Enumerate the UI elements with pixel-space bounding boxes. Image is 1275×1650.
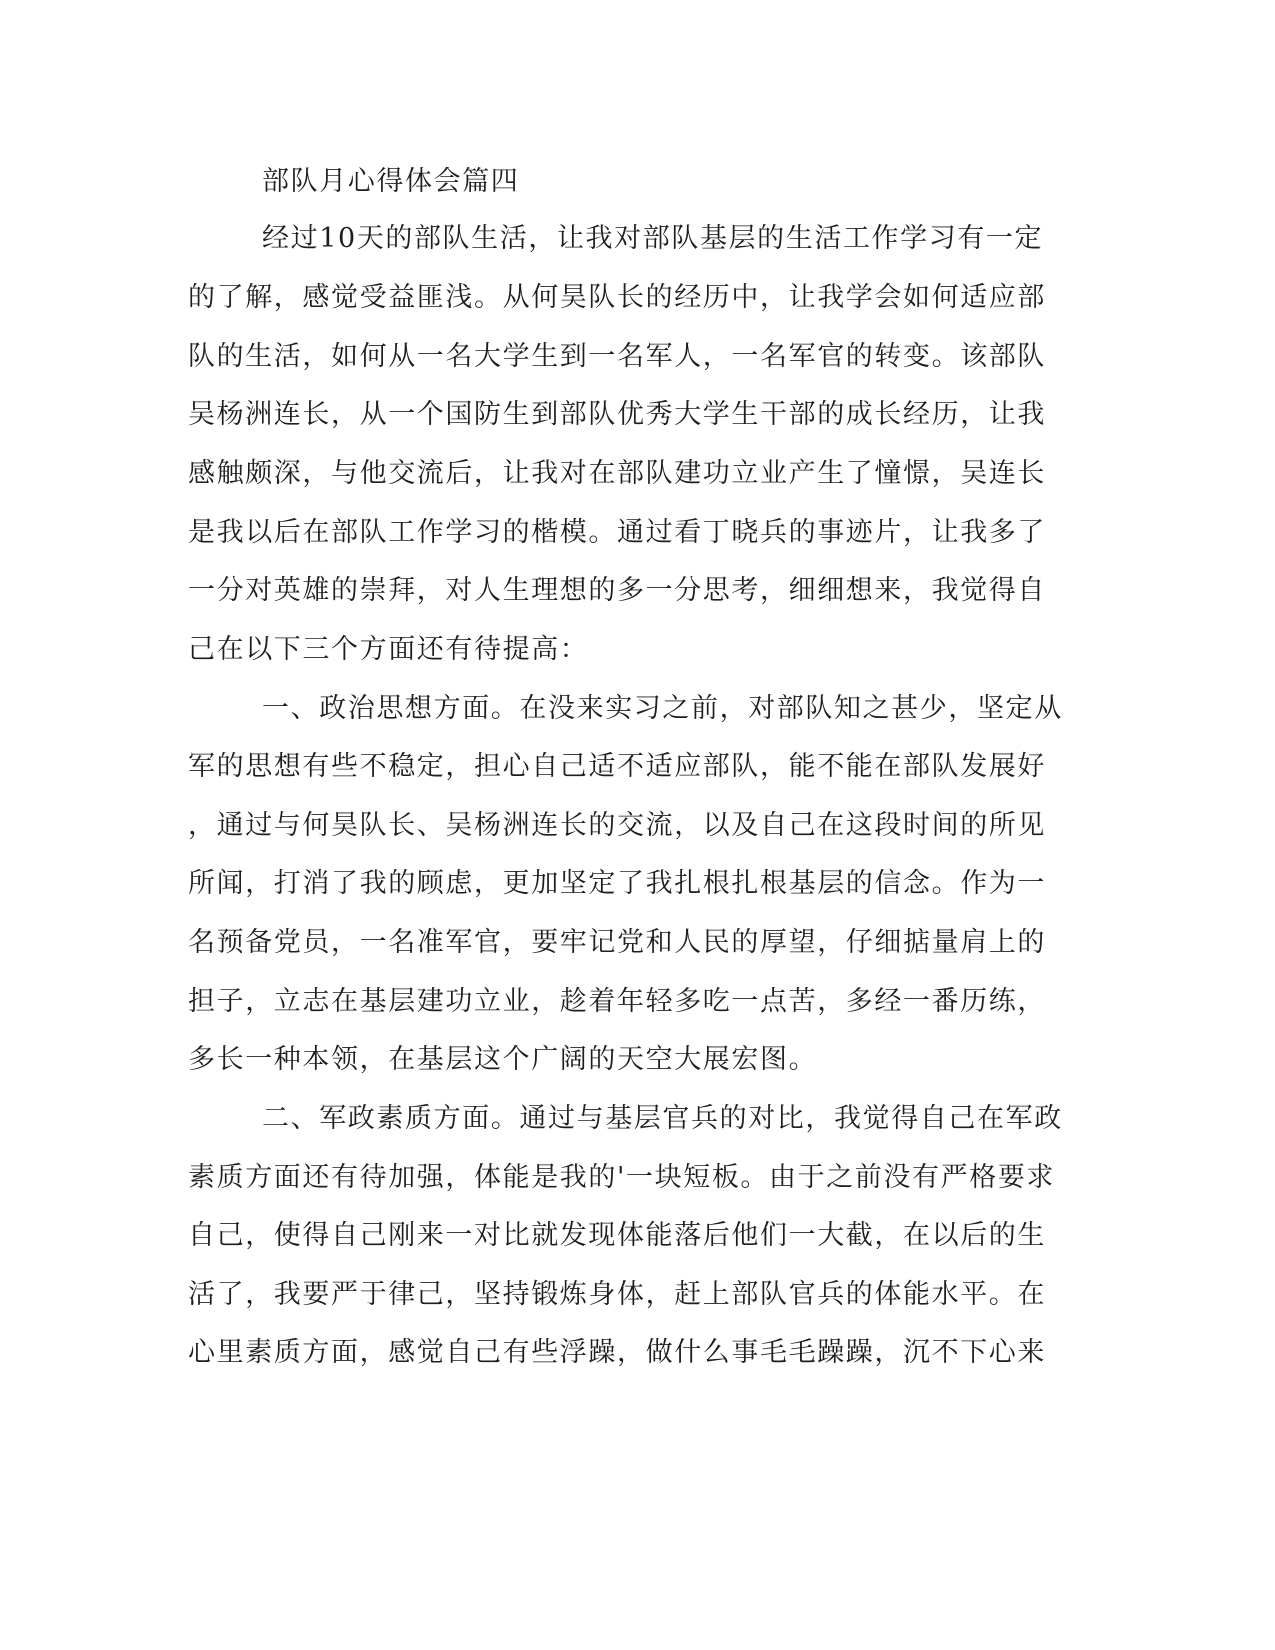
text-line: 素质方面还有待加强，体能是我的'一块短板。由于之前没有严格要求	[188, 1162, 1056, 1193]
text-line: 活了，我要严于律己，坚持锻炼身体，赶上部队官兵的体能水平。在	[188, 1279, 1046, 1310]
text-line: 心里素质方面，感觉自己有些浮躁，做什么事毛毛躁躁，沉不下心来	[188, 1337, 1046, 1368]
text-line: 经过10天的部队生活，让我对部队基层的生活工作学习有一定	[262, 223, 1044, 254]
text-line: 名预备党员，一名准军官，要牢记党和人民的厚望，仔细掂量肩上的	[188, 927, 1046, 958]
text-line: 一、政治思想方面。在没来实习之前，对部队知之甚少，坚定从	[262, 693, 1063, 724]
text-line: 己在以下三个方面还有待提高：	[188, 634, 589, 665]
text-line: 是我以后在部队工作学习的楷模。通过看丁晓兵的事迹片，让我多了	[188, 517, 1046, 548]
text-line: 多长一种本领，在基层这个广阔的天空大展宏图。	[188, 1044, 818, 1075]
text-line: 二、军政素质方面。通过与基层官兵的对比，我觉得自己在军政	[262, 1103, 1063, 1134]
text-line: 所闻，打消了我的顾虑，更加坚定了我扎根扎根基层的信念。作为一	[188, 868, 1046, 899]
text-line: 自己，使得自己刚来一对比就发现体能落后他们一大截，在以后的生	[188, 1220, 1046, 1251]
text-line: 一分对英雄的崇拜，对人生理想的多一分思考，细细想来，我觉得自	[188, 575, 1046, 606]
text-line: 吴杨洲连长，从一个国防生到部队优秀大学生干部的成长经历，让我	[188, 399, 1046, 430]
document-title: 部队月心得体会篇四	[262, 166, 520, 197]
text-line: 感触颇深，与他交流后，让我对在部队建功立业产生了憧憬，吴连长	[188, 458, 1046, 489]
text-line: 担子，立志在基层建功立业，趁着年轻多吃一点苦，多经一番历练，	[188, 986, 1046, 1017]
text-line: ，通过与何昊队长、吴杨洲连长的交流，以及自己在这段时间的所见	[188, 810, 1046, 841]
text-line: 的了解，感觉受益匪浅。从何昊队长的经历中，让我学会如何适应部	[188, 282, 1046, 313]
text-line: 队的生活，如何从一名大学生到一名军人，一名军官的转变。该部队	[188, 341, 1046, 372]
text-line: 军的思想有些不稳定，担心自己适不适应部队，能不能在部队发展好	[188, 751, 1046, 782]
